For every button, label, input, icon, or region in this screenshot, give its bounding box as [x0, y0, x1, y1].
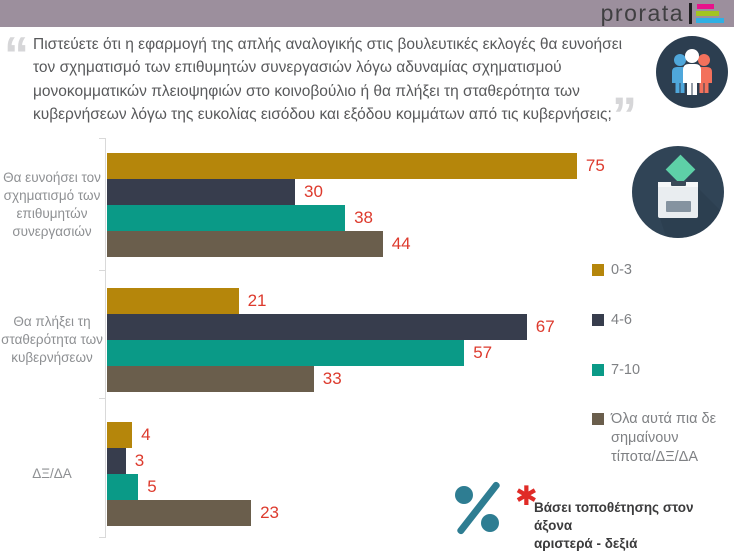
bar: [107, 422, 151, 448]
percent-dot: [481, 514, 499, 532]
bar-value-label: 30: [304, 182, 323, 201]
footnote-line-2: αριστερά - δεξιά: [534, 536, 638, 551]
bar: [107, 448, 145, 474]
bar: [107, 231, 411, 257]
legend-item: [592, 361, 725, 380]
legend-label: Όλα αυτά πια δε σημαίνουν τίποτα/ΔΞ/ΔΑ: [611, 411, 717, 465]
bar: [107, 500, 280, 526]
legend-item: [592, 261, 725, 280]
bar: [107, 153, 605, 179]
bar-value-label: 5: [147, 477, 157, 496]
bar-value-label: 38: [354, 208, 374, 227]
bar: [107, 474, 157, 500]
axis-tick: [99, 270, 106, 271]
category-label: ΔΞ/ΔΑ: [32, 466, 72, 481]
bar: [107, 314, 555, 340]
close-quote-icon: ”: [612, 87, 637, 143]
footnote-line-1: Βάσει τοποθέτησης στον άξονα: [534, 500, 694, 533]
plot-area: [107, 138, 632, 538]
bar: [107, 179, 323, 205]
legend-item: [592, 311, 725, 330]
question-text: Πιστεύετε ότι η εφαρμογή της απλής αναλογικής στις βουλευτικές εκλογές θα ευνοήσει τον σχηματισμό των επιθυμητών συνεργασιών λόγω αδυναμίας σχηματισμού μονοκομματικών πλειοψηφιών στο κοινοβούλιο ή θα πλήξει τη σταθερότητα των κυβερνήσεων λόγω της ευκολίας εισόδου και εξόδου κομμάτων από τις κυβερνήσεις;: [33, 36, 623, 123]
bar-value-label: 44: [391, 234, 411, 253]
bar: [107, 288, 267, 314]
logo-text: prorata: [600, 0, 684, 26]
legend-swatch: [592, 364, 604, 376]
axis-tick: [99, 537, 106, 538]
ballot-box-icon: [632, 146, 724, 238]
percent-icon: [447, 477, 509, 539]
bar-value-label: 4: [141, 425, 151, 444]
axis-tick: [99, 398, 106, 399]
bar: [107, 205, 374, 231]
bar: [107, 366, 342, 392]
legend-label: 4-6: [611, 312, 632, 328]
legend-swatch: [592, 413, 604, 425]
axis-tick: [99, 138, 106, 139]
bar-value-label: 67: [535, 317, 555, 336]
legend-swatch: [592, 314, 604, 326]
legend-item: [592, 410, 725, 467]
bar-value-label: 33: [322, 369, 342, 388]
legend-swatch: [592, 264, 604, 276]
category-axis-line: [105, 138, 106, 538]
asterisk-icon: ✱: [515, 481, 538, 511]
bar-value-label: 21: [247, 291, 267, 310]
bar-value-label: 23: [260, 503, 280, 522]
percent-dot: [455, 486, 473, 504]
legend-label: 0-3: [611, 262, 632, 278]
open-quote-icon: “: [4, 27, 29, 83]
bar-value-label: 75: [585, 156, 605, 175]
bar-value-label: 57: [473, 343, 493, 362]
legend-label: 7-10: [611, 362, 641, 378]
bar: [107, 340, 493, 366]
category-label: Θα ευνοήσει τον σχηματισμό των επιθυμητών συνεργασιών: [3, 170, 101, 239]
footnote-text: [534, 499, 734, 551]
bar-value-label: 3: [134, 451, 145, 470]
category-label: Θα πλήξει τη σταθερότητα των κυβερνήσεων: [1, 314, 103, 365]
